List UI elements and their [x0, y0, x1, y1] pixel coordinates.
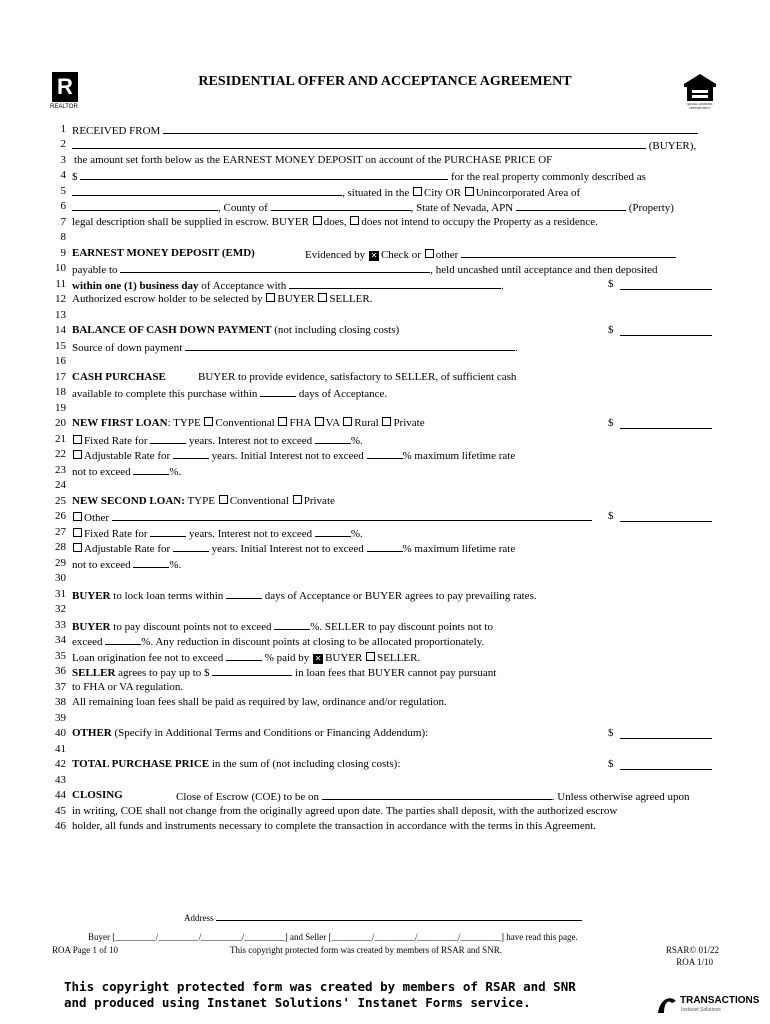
adjustable-rate-label: Adjustable Rate for [84, 543, 171, 555]
copyright-small: This copyright protected form was created by members of RSAR and SNR. [230, 945, 502, 955]
fixed-rate-label: Fixed Rate for [84, 435, 148, 447]
line-25 [72, 495, 335, 508]
line-9 [72, 247, 255, 260]
first-loan-heading: NEW FIRST LOAN [72, 417, 168, 429]
first-loan-amount-field[interactable] [620, 428, 712, 429]
private-label: Private [393, 417, 425, 429]
seller-initials-field[interactable]: _________/_________/_________/_________ [331, 932, 502, 942]
line-23 [72, 464, 181, 479]
other-deposit-checkbox[interactable] [425, 249, 434, 258]
line-number: 14 [55, 324, 66, 336]
occupy-does-not-checkbox[interactable] [350, 216, 359, 225]
line-34 [72, 634, 484, 649]
received-from-field[interactable] [163, 123, 698, 134]
second-lifetime-field[interactable] [133, 557, 169, 568]
fha-label: FHA [289, 417, 311, 429]
line-44 [72, 789, 123, 802]
address-field[interactable] [216, 912, 582, 921]
document-title: RESIDENTIAL OFFER AND ACCEPTANCE AGREEMENT [198, 74, 572, 89]
rural-label: Rural [354, 417, 379, 429]
initial-interest-label: years. Initial Interest not to exceed [211, 450, 364, 462]
line-number: 3 [60, 154, 66, 166]
second-fixed-interest-field[interactable] [315, 526, 351, 537]
max-lifetime-label: % maximum lifetime rate [402, 450, 516, 462]
legal-description-text: legal description shall be supplied in escrow. BUYER [72, 216, 309, 228]
line-number: 5 [60, 185, 66, 197]
other-dollar: $ [608, 727, 614, 739]
first-fixed-checkbox[interactable] [73, 435, 82, 444]
line-number: 13 [55, 309, 66, 321]
line-44-text [176, 789, 690, 804]
have-read-text: ] have read this page. [501, 932, 578, 942]
received-from-label: RECEIVED FROM [72, 125, 161, 137]
apn-label: , State of Nevada, APN [410, 202, 514, 214]
equal-housing-caption: EQUAL HOUSING OPPORTUNITY [687, 102, 713, 110]
line-number: 38 [55, 696, 66, 708]
origination-fee-field[interactable] [226, 650, 262, 661]
type-label: : TYPE [167, 417, 201, 429]
line-4 [72, 169, 646, 184]
line-27 [72, 526, 363, 541]
type-label: TYPE [187, 495, 215, 507]
source-label: Source of down payment [72, 342, 183, 354]
second-private-checkbox[interactable] [293, 495, 302, 504]
held-uncashed-text: , held uncashed until acceptance and then deposited [430, 264, 658, 276]
other-specify-text: (Specify in Additional Terms and Conditions or Financing Addendum): [114, 727, 429, 739]
line-35 [72, 650, 420, 665]
realtor-logo-caption: REALTOR [50, 104, 78, 110]
currency-symbol: $ [72, 171, 78, 183]
second-loan-amount-field[interactable] [620, 521, 712, 522]
county-label: , County of [218, 202, 268, 214]
closing-heading: CLOSING [72, 789, 123, 801]
line-9-evidence [305, 247, 676, 262]
first-loan-dollar: $ [608, 417, 614, 429]
second-loan-dollar: $ [608, 510, 614, 522]
first-adjustable-checkbox[interactable] [73, 450, 82, 459]
not-to-exceed-label: not to exceed [72, 466, 131, 478]
first-fixed-years-field[interactable] [150, 433, 186, 444]
check-label: Check or [380, 249, 421, 261]
earnest-money-intro: the amount set forth below as the EARNEST MONEY DEPOSIT on account of the PURCHASE PRICE OF [74, 154, 553, 166]
line-number: 1 [60, 123, 66, 135]
line-22 [72, 448, 515, 463]
seller-option-label: SELLER. [377, 652, 421, 664]
days-acceptance-text: days of Acceptance. [298, 388, 388, 400]
line-number: 33 [55, 619, 66, 631]
conventional-label: Conventional [229, 495, 289, 507]
emd-amount-field[interactable] [620, 289, 712, 290]
escrow-holder-field[interactable] [289, 278, 501, 289]
payable-to-field[interactable] [120, 262, 430, 273]
property-description-label: for the real property commonly described as [451, 171, 646, 183]
unincorporated-checkbox[interactable] [465, 187, 474, 196]
evidenced-by-label: Evidenced by [305, 249, 366, 261]
does-not-label: does not intend to occupy the Property as a residence. [361, 216, 598, 228]
other-deposit-field[interactable] [461, 247, 676, 258]
total-price-heading: TOTAL PURCHASE PRICE [72, 758, 210, 770]
fha-va-text: to FHA or VA regulation. [72, 681, 184, 693]
origination-fee-label: Loan origination fee not to exceed [72, 652, 224, 664]
line-number: 11 [55, 278, 66, 290]
paid-by-label: % paid by [264, 652, 310, 664]
line-2 [72, 138, 696, 153]
line-15 [72, 340, 518, 355]
line-number: 15 [55, 340, 66, 352]
line-number: 24 [55, 479, 66, 491]
line-number: 40 [55, 727, 66, 739]
line-number: 22 [55, 448, 66, 460]
balance-note: (not including closing costs) [274, 324, 400, 336]
funds-text: holder, all funds and instruments necessary to complete the transaction in accordance with the terms in this Agreement. [72, 820, 597, 832]
line-36 [72, 665, 496, 680]
emd-heading: EARNEST MONEY DEPOSIT (EMD) [72, 247, 255, 259]
first-fha-checkbox[interactable] [278, 417, 287, 426]
seller-bold: SELLER [72, 667, 116, 679]
fee-buyer-checkbox-checked[interactable]: ✕ [314, 654, 322, 663]
max-lifetime-label: % maximum lifetime rate [402, 543, 516, 555]
line-number: 4 [60, 169, 66, 181]
source-field[interactable] [185, 340, 515, 351]
first-conventional-checkbox[interactable] [204, 417, 213, 426]
line-number: 2 [60, 138, 66, 150]
line-number: 41 [55, 743, 66, 755]
city-checkbox[interactable] [413, 187, 422, 196]
line-number: 39 [55, 712, 66, 724]
line-number: 21 [55, 433, 66, 445]
other-label: Other [84, 512, 110, 524]
discount-points-text: to pay discount points not to exceed [113, 621, 272, 633]
prevailing-rates-text: days of Acceptance or BUYER agrees to pay prevailing rates. [264, 590, 537, 602]
other-amount-field[interactable] [620, 738, 712, 739]
property-address-field[interactable] [72, 185, 342, 196]
area-field[interactable] [72, 200, 218, 211]
other-label: other [435, 249, 459, 261]
line-number: 16 [55, 355, 66, 367]
va-label: VA [325, 417, 340, 429]
transactions-tagline: Instanet Solutions [681, 1007, 721, 1013]
page-label: ROA Page 1 of 10 [52, 945, 118, 955]
line-number: 46 [55, 820, 66, 832]
period: . [500, 280, 504, 292]
fixed-rate-label: Fixed Rate for [84, 528, 148, 540]
second-adj-interest-field[interactable] [367, 541, 403, 552]
realtor-logo-letter: R [57, 74, 73, 99]
buyer-option-label: BUYER [277, 293, 315, 305]
line-21 [72, 433, 363, 448]
transactions-brand: TRANSACTIONS [680, 995, 760, 1006]
second-adj-years-field[interactable] [173, 541, 209, 552]
cash-days-field[interactable] [260, 386, 296, 397]
second-other-checkbox[interactable] [73, 512, 82, 521]
address-label: Address [184, 913, 214, 923]
line-number: 36 [55, 665, 66, 677]
coe-text: in writing, COE shall not change from the originally agreed upon date. The parties shall deposit, with the authorized escrow [72, 805, 618, 817]
line-20 [72, 417, 425, 430]
emd-dollar: $ [608, 278, 614, 290]
fee-seller-checkbox[interactable] [366, 652, 375, 661]
line-number: 31 [55, 588, 66, 600]
line-number: 28 [55, 541, 66, 553]
seller-points-field[interactable] [105, 634, 141, 645]
line-12 [72, 293, 372, 306]
adjustable-rate-label: Adjustable Rate for [84, 450, 171, 462]
line-number: 12 [55, 293, 66, 305]
line-10 [72, 262, 658, 277]
first-private-checkbox[interactable] [382, 417, 391, 426]
second-fixed-years-field[interactable] [150, 526, 186, 537]
buyer-bold: BUYER [72, 590, 111, 602]
copyright-notice-line-2: and produced using Instanet Solutions' Instanet Forms service. [64, 995, 531, 1010]
line-5 [72, 185, 580, 200]
private-label: Private [303, 495, 335, 507]
buyer-points-field[interactable] [274, 619, 310, 630]
line-number: 17 [55, 371, 66, 383]
form-code: RSAR© 01/22 [665, 945, 719, 955]
percent: %. [350, 528, 363, 540]
conventional-label: Conventional [215, 417, 275, 429]
buyer-label: (BUYER), [648, 140, 697, 152]
total-price-text: in the sum of (not including closing costs): [211, 758, 401, 770]
line-number: 29 [55, 557, 66, 569]
first-adj-interest-field[interactable] [367, 448, 403, 459]
line-number: 42 [55, 758, 66, 770]
line-28 [72, 541, 515, 556]
payable-to-label: payable to [72, 264, 118, 276]
reduction-text: %. Any reduction in discount points at closing to be allocated proportionately. [141, 636, 485, 648]
agrees-to-pay-text: agrees to pay up to $ [118, 667, 210, 679]
form-version: ROA 1/10 [676, 957, 713, 967]
cash-purchase-heading: CASH PURCHASE [72, 371, 166, 383]
interest-label: years. Interest not to exceed [189, 435, 313, 447]
first-fixed-interest-field[interactable] [315, 433, 351, 444]
escrow-seller-checkbox[interactable] [318, 293, 327, 302]
business-day-text: within one (1) business day [72, 280, 199, 292]
escrow-buyer-checkbox[interactable] [266, 293, 275, 302]
second-fixed-checkbox[interactable] [73, 528, 82, 537]
other-heading: OTHER [72, 727, 112, 739]
available-text: available to complete this purchase within [72, 388, 258, 400]
unless-text: . Unless otherwise agreed upon [551, 791, 690, 803]
cash-purchase-text: BUYER to provide evidence, satisfactory to SELLER, of sufficient cash [198, 371, 517, 383]
first-va-checkbox[interactable] [315, 417, 324, 426]
remaining-fees-text: All remaining loan fees shall be paid as required by law, ordinance and/or regulation. [72, 696, 447, 708]
line-number: 43 [55, 774, 66, 786]
exceed-label: exceed [72, 636, 103, 648]
first-adj-years-field[interactable] [173, 448, 209, 459]
line-number: 27 [55, 526, 66, 538]
line-42 [72, 758, 400, 771]
seller-option-label: SELLER. [329, 293, 373, 305]
not-to-exceed-label: not to exceed [72, 559, 131, 571]
balance-amount-field[interactable] [620, 335, 712, 336]
line-number: 8 [60, 231, 66, 243]
total-dollar: $ [608, 758, 614, 770]
seller-initials-label: ] and Seller [ [284, 932, 332, 942]
line-11 [72, 278, 504, 293]
transactions-logo-icon [656, 993, 678, 1015]
buyer-initials-label: Buyer [ [88, 932, 116, 942]
percent: %. [350, 435, 363, 447]
line-number: 34 [55, 634, 66, 646]
line-number: 32 [55, 603, 66, 615]
period: . [515, 342, 518, 354]
purchase-price-words-field[interactable] [80, 169, 448, 180]
line-1 [72, 123, 698, 138]
second-other-field[interactable] [112, 510, 592, 521]
line-26 [72, 510, 592, 525]
line-14 [72, 324, 399, 337]
county-field[interactable] [271, 200, 411, 211]
initial-interest-label: years. Initial Interest not to exceed [211, 543, 364, 555]
occupy-does-checkbox[interactable] [313, 216, 322, 225]
line-number: 35 [55, 650, 66, 662]
line-number: 37 [55, 681, 66, 693]
line-18 [72, 386, 387, 401]
percent: %. [169, 466, 182, 478]
line-number: 25 [55, 495, 66, 507]
buyer-option-label: BUYER [325, 652, 363, 664]
apn-field[interactable] [516, 200, 626, 211]
line-number: 20 [55, 417, 66, 429]
line-number: 19 [55, 402, 66, 414]
buyer-bold: BUYER [72, 621, 111, 633]
total-price-field[interactable] [620, 769, 712, 770]
buyer-initials-field[interactable]: _________/_________/_________/_________ [115, 932, 285, 942]
loan-fees-text: in loan fees that BUYER cannot pay pursuant [295, 667, 497, 679]
first-lifetime-field[interactable] [133, 464, 169, 475]
line-number: 9 [60, 247, 66, 259]
line-number: 18 [55, 386, 66, 398]
loan-fees-field[interactable] [212, 665, 292, 676]
line-7 [72, 216, 598, 229]
line-number: 45 [55, 805, 66, 817]
line-17 [72, 371, 166, 384]
first-rural-checkbox[interactable] [343, 417, 352, 426]
line-31 [72, 588, 537, 603]
copyright-notice-line-1: This copyright protected form was created by members of RSAR and SNR [64, 979, 576, 994]
line-number: 44 [55, 789, 66, 801]
line-number: 10 [55, 262, 66, 274]
line-number: 6 [60, 200, 66, 212]
does-label: does, [323, 216, 347, 228]
line-number: 7 [60, 216, 66, 228]
city-label: City OR [423, 187, 461, 199]
coe-label: Close of Escrow (COE) to be on [176, 791, 319, 803]
second-loan-heading: NEW SECOND LOAN: [72, 495, 185, 507]
situated-label: , situated in the [342, 187, 410, 199]
escrow-selector-label: Authorized escrow holder to be selected by [72, 293, 263, 305]
line-29 [72, 557, 181, 572]
lock-loan-text: to lock loan terms within [113, 590, 224, 602]
line-33 [72, 619, 493, 634]
line-number: 23 [55, 464, 66, 476]
percent: %. [169, 559, 182, 571]
interest-label: years. Interest not to exceed [189, 528, 313, 540]
second-adjustable-checkbox[interactable] [73, 543, 82, 552]
address-row [184, 912, 582, 924]
unincorporated-label: Unincorporated Area of [475, 187, 581, 199]
initials-row [88, 932, 578, 943]
balance-dollar: $ [608, 324, 614, 336]
property-label: (Property) [628, 202, 674, 214]
coe-date-field[interactable] [322, 789, 552, 800]
check-checkbox-checked[interactable]: ✕ [370, 251, 378, 260]
line-number: 26 [55, 510, 66, 522]
seller-points-text: %. SELLER to pay discount points not to [310, 621, 493, 633]
line-number: 30 [55, 572, 66, 584]
line-6 [72, 200, 674, 215]
acceptance-with-label: of Acceptance with [201, 280, 287, 292]
balance-heading: BALANCE OF CASH DOWN PAYMENT [72, 324, 272, 336]
line-40 [72, 727, 428, 740]
lock-days-field[interactable] [226, 588, 262, 599]
second-conventional-checkbox[interactable] [219, 495, 228, 504]
buyer-name-field[interactable] [72, 138, 646, 149]
